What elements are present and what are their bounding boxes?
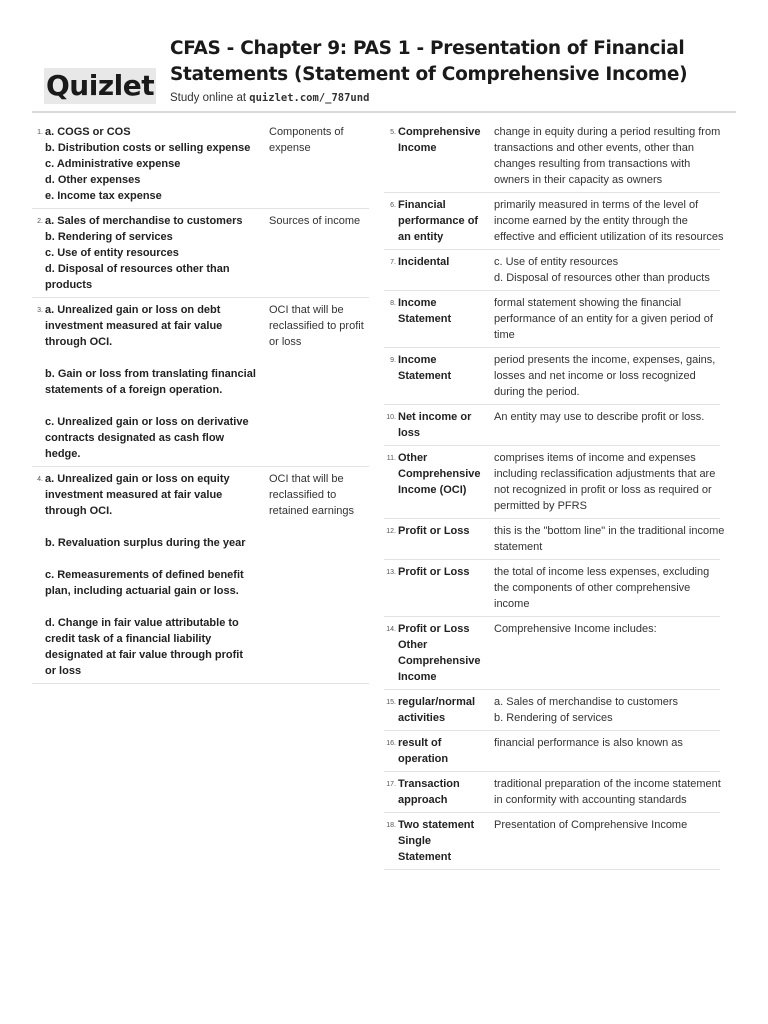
item-term: a. Unrealized gain or loss on equity investment measured at fair value through OCI. b. Revaluation surplus during the year c. Remeasurements of defined benefit plan, including actuarial gain or loss. d. Change in fair value attributable to credit task of a financial liability designated at fair value through profit or loss — [45, 473, 246, 677]
item-term: result of operation — [398, 737, 449, 765]
study-url-link[interactable]: quizlet.com/_787und — [249, 92, 370, 104]
list-item — [384, 405, 720, 446]
item-definition: period presents the income, expenses, gains, losses and net income or loss recognized during the period. — [494, 354, 716, 398]
item-definition: primarily measured in terms of the level of income earned by the entity through the effective and efficient utilization of its resources — [494, 199, 724, 243]
item-number: 7. — [390, 259, 396, 266]
list-item — [384, 731, 720, 772]
item-term: a. Unrealized gain or loss on debt investment measured at fair value through OCI. b. Gain or loss from translating financial statements of a foreign operation. c. Unrealized gain or loss on derivative contracts designated as cash flow hedge. — [45, 304, 256, 460]
item-term: Profit or Loss Other Comprehensive Income — [398, 623, 481, 683]
item-definition: OCI that will be reclassified to retained earnings — [269, 473, 355, 517]
item-definition: c. Use of entity resources d. Disposal of resources other than products — [494, 256, 710, 284]
list-item — [384, 617, 720, 690]
item-term: Income Statement — [398, 354, 452, 382]
item-number: 1. — [37, 129, 43, 136]
item-definition: change in equity during a period resulting from transactions and other events, other than changes resulting from transactions with owners in their capacity as owners — [494, 126, 721, 186]
quizlet-logo[interactable]: Quizlet — [46, 69, 155, 102]
item-number: 11. — [386, 455, 396, 462]
item-definition: a. Sales of merchandise to customers b. Rendering of services — [494, 696, 679, 724]
list-item — [32, 298, 369, 467]
item-term: Transaction approach — [398, 778, 460, 806]
item-number: 17. — [386, 781, 396, 788]
list-item — [384, 772, 720, 813]
list-item — [32, 467, 369, 684]
header-divider — [32, 111, 736, 113]
list-item — [32, 209, 369, 298]
item-number: 3. — [37, 307, 43, 314]
item-term: regular/normal activities — [398, 696, 476, 724]
item-number: 15. — [386, 699, 396, 706]
item-number: 14. — [386, 626, 396, 633]
list-item — [384, 120, 720, 193]
right-column — [384, 120, 725, 870]
left-column — [32, 120, 369, 684]
item-definition: Presentation of Comprehensive Income — [494, 819, 688, 831]
item-term: Two statement Single Statement — [398, 819, 475, 863]
page-header — [0, 0, 768, 112]
list-item — [384, 560, 720, 617]
item-term: Financial performance of an entity — [398, 199, 479, 243]
list-item — [384, 813, 720, 870]
item-definition: Components of expense — [269, 126, 344, 154]
item-number: 5. — [390, 129, 396, 136]
item-number: 10. — [386, 414, 396, 421]
item-term: Income Statement — [398, 297, 452, 325]
list-item — [384, 519, 725, 560]
item-number: 9. — [390, 357, 396, 364]
item-term: Net income or loss — [398, 411, 472, 439]
item-number: 2. — [37, 218, 43, 225]
list-item — [384, 348, 720, 405]
list-item — [384, 446, 720, 519]
item-term: Profit or Loss — [398, 566, 470, 578]
item-term: a. Sales of merchandise to customers b. Rendering of services c. Use of entity resources d. Disposal of resources other than products — [45, 215, 243, 291]
list-item — [384, 193, 724, 250]
item-definition: formal statement showing the financial performance of an entity for a given period of time — [494, 297, 713, 341]
item-number: 13. — [386, 569, 396, 576]
item-term: Other Comprehensive Income (OCI) — [398, 452, 481, 496]
item-number: 18. — [386, 822, 396, 829]
item-number: 4. — [37, 476, 43, 483]
item-number: 12. — [386, 528, 396, 535]
list-item — [384, 250, 720, 291]
item-definition: Sources of income — [269, 215, 361, 227]
page-title: CFAS - Chapter 9: PAS 1 - Presentation of Financial Statements (Statement of Comprehensive Income) — [170, 38, 688, 85]
item-term: Profit or Loss — [398, 525, 470, 537]
item-definition: financial performance is also known as — [494, 737, 683, 749]
list-item — [384, 291, 720, 348]
item-definition: OCI that will be reclassified to profit or loss — [269, 304, 364, 348]
item-number: 6. — [390, 202, 396, 209]
item-definition: the total of income less expenses, excluding the components of other comprehensive income — [494, 566, 710, 610]
item-number: 8. — [390, 300, 396, 307]
study-prefix: Study online at — [170, 92, 250, 104]
item-definition: this is the "bottom line" in the traditional income statement — [494, 525, 725, 553]
item-term: Comprehensive Income — [398, 126, 481, 154]
item-definition: An entity may use to describe profit or loss. — [494, 411, 705, 423]
study-online-line — [170, 92, 369, 104]
item-number: 16. — [386, 740, 396, 747]
item-definition: comprises items of income and expenses including reclassification adjustments that are not recognized in profit or loss as required or permitted by PFRS — [494, 452, 716, 512]
item-term: Incidental — [398, 256, 450, 268]
item-definition: traditional preparation of the income statement in conformity with accounting standards — [494, 778, 721, 806]
list-item — [384, 690, 720, 731]
list-item — [32, 120, 369, 209]
item-definition: Comprehensive Income includes: — [494, 623, 657, 635]
item-term: a. COGS or COS b. Distribution costs or selling expense c. Administrative expense d. Other expenses e. Income tax expense — [45, 126, 251, 202]
